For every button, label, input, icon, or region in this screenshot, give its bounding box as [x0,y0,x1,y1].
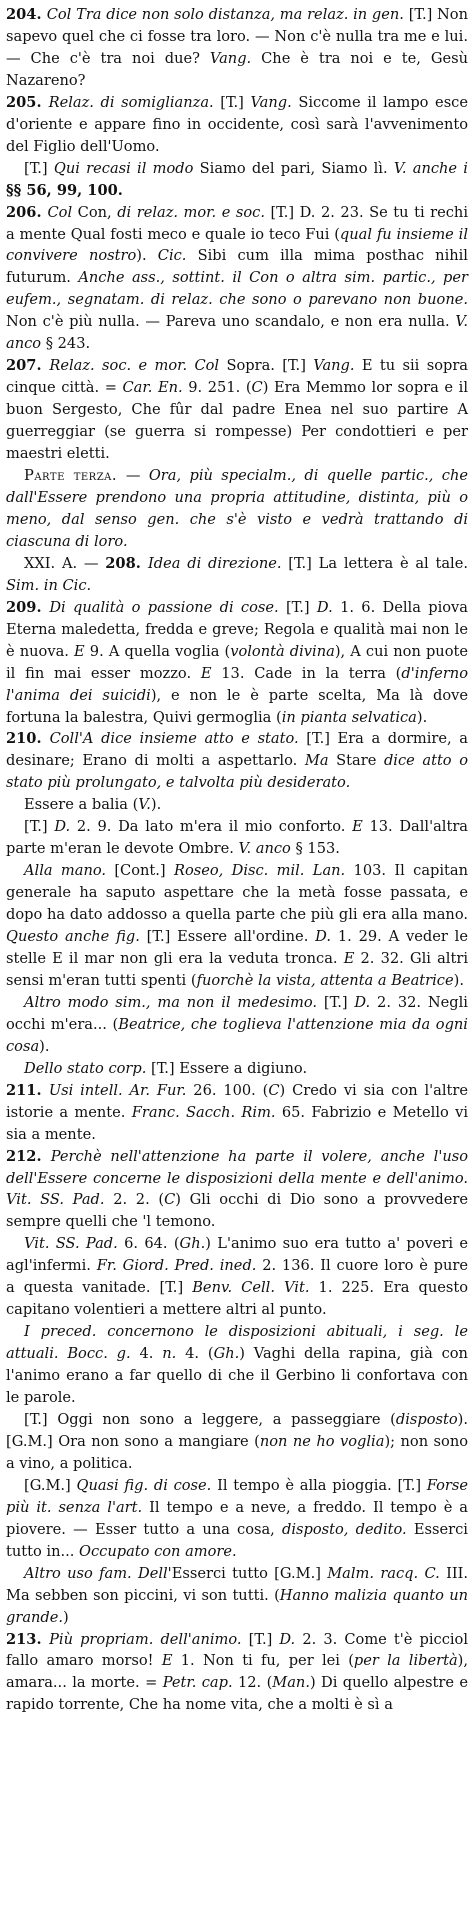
italic-text: di relaz. mor. e soc. [117,203,271,221]
body-text: 6. 64. ( [124,1235,180,1253]
body-text: ) Credo vi sia con l'altre istorie a mente. [6,1081,468,1121]
italic-text: per la libertà [353,1652,458,1670]
italic-text: Di qualità o passione di cose. [49,598,286,616]
body-text: § 243. [45,335,91,353]
body-text: 2. 2. ( [113,1191,165,1209]
entry-paragraph [6,4,468,92]
italic-text: Qui recasi il modo [53,159,200,177]
italic-text: V. anco [6,313,468,353]
italic-text: Forse più it. senza l'art. [6,1476,468,1516]
body-text: [T.] D. 2. 23. Se tu ti rechi a mente Qual fosti meco e quale io teco Fui ( [6,203,468,243]
italic-text: E [74,642,90,660]
body-text: ). [G.M.] Ora non sono a mangiare ( [6,1411,468,1450]
italic-text: Sim. in Cic. [6,576,92,594]
body-text: — [125,467,149,485]
italic-text: D. [354,993,378,1011]
body-text: 1. 225. Era questo capitano volentieri a mettere altri al punto. [6,1279,469,1319]
entry-paragraph [6,860,468,992]
body-text: ). [150,796,162,814]
body-text: 2. 32. Negli occhi m'era... ( [6,993,468,1033]
body-text: 13. Dall'altra parte m'eran le devote Ombre. [6,818,469,858]
italic-text: V. [138,796,151,814]
body-text: Siccome il lampo esce d'oriente e appare fino in occidente, così sarà l'avvenimento del Figlio dell'Uomo. [6,93,468,155]
italic-text: Usi intell. Ar. Fur. [48,1081,194,1099]
entry-paragraph [6,1409,468,1475]
italic-text: qual fu insieme il convivere nostro [6,225,468,265]
body-text: 1. Non ti fu, per lei ( [180,1652,354,1670]
italic-text: Relaz. soc. e mor. Col [49,357,227,375]
body-text: [T.] Era a dormire, a desinare; Erano di molti a aspettarlo. [6,730,468,770]
body-text: E tu sii sopra cinque città. = [6,357,469,397]
body-text: [T.] La lettera è al tale. [288,554,469,572]
body-text: Sibi cum illa mima posthac nihil futurum. [6,247,468,287]
body-text: [T.] [248,1630,280,1648]
italic-text: Alla mano. [24,862,115,880]
entry-paragraph [6,794,468,816]
body-text: [G.M.] [24,1476,77,1494]
entry-paragraph [6,1146,468,1234]
body-text: ), A cui non puote il fin mai esser mozzo. [6,642,468,682]
entry-paragraph [6,1629,468,1717]
italic-text: Dello stato corp. [24,1059,151,1077]
entry-paragraph [6,728,468,794]
body-text: ) Gli occhi di Dio sono a provvedere sempre quelli che 'l temono. [6,1191,468,1231]
italic-text: Fr. Giord. Pred. ined. [96,1257,263,1275]
italic-text: Vang. [313,357,362,375]
body-text: 26. 100. ( [193,1081,269,1099]
italic-text: Benv. Cell. Vit. [192,1279,319,1297]
body-text: Non c'è più nulla. — Pareva uno scandalo, e non era nulla. [6,313,456,331]
italic-text: Roseo, Disc. mil. Lan. [173,862,354,880]
italic-text: Altro modo sim., ma non il medesimo. [24,993,324,1011]
entry-paragraph [6,1475,468,1563]
entry-paragraph [6,1058,468,1080]
italic-text: E [161,1652,181,1670]
body-text: Esserci tutto [G.M.] [171,1564,328,1582]
italic-text: Gh. [213,1345,240,1363]
italic-text: Malm. racq. C. [327,1564,447,1582]
body-text: [T.] Essere a digiuno. [151,1059,308,1077]
italic-text: D. [315,928,338,946]
entry-number: §§ 56, 99, 100. [6,181,123,199]
italic-text: E [200,664,222,682]
body-text: 12. ( [237,1674,273,1692]
dictionary-page [6,4,468,1716]
italic-text: Vit. SS. Pad. [24,1235,125,1253]
italic-text: C [251,379,263,397]
entry-number: 213. [6,1630,50,1648]
body-text: 1. 29. A veder le stelle E il mar non gli era la veduta tronca. [6,928,468,967]
body-text: [T.] Oggi non sono a leggere, a passeggiare ( [24,1411,396,1428]
body-text: III. Ma sebben son piccini, vi son tutti. ( [6,1564,468,1604]
body-text: ) [63,1608,69,1626]
entry-number: 208. [105,554,149,572]
italic-text: Quasi fig. di cose. [76,1476,218,1494]
italic-text: I preced. concernono le disposizioni abituali, i seg. le attuali. Bocc. g. [6,1323,468,1363]
italic-text: fuorchè la vista, attenta a Beatrice [196,971,454,989]
italic-text: d'inferno l'anima dei suicidi [6,664,468,704]
body-text: Il tempo è alla pioggia. [T.] [217,1476,427,1494]
body-text: 2. 32. Gli altri sensi m'eran tutti spenti ( [6,949,468,989]
body-text: Essere a balia ( [24,796,139,814]
body-text: Con, [77,203,118,221]
italic-text: dice atto o stato più prolungato, e talvolta più desiderato. [6,752,468,792]
italic-text: V. anche i [393,159,468,177]
italic-text: Col [47,203,78,221]
body-text: ). [39,1037,50,1055]
body-text: 13. Cade in la terra ( [221,664,402,682]
entry-paragraph [6,92,468,158]
italic-text: Più propriam. dell'animo. [49,1630,249,1648]
italic-text: disposto [395,1411,458,1428]
body-text: ), e non le è parte scelta, Ma là dove fortuna la balestra, Quivi germoglia ( [6,686,468,726]
entry-number: 211. [6,1081,49,1099]
italic-text: Relaz. di somiglianza. [48,93,221,111]
body-text: ) Vaghi della rapina, già con l'animo erano a far quello di che il Gerbino li confortava con le parole. [6,1345,468,1407]
body-text: § 153. [295,840,340,858]
body-text: 4. [139,1345,163,1363]
body-text: 2. 9. Da lato m'era il mio conforto. [76,818,353,836]
italic-text: Gh. [179,1235,206,1253]
body-text: 4. ( [185,1345,214,1363]
section-heading: Parte terza. [24,467,126,485]
entry-paragraph [6,992,468,1058]
italic-text: D. [54,818,77,836]
italic-text: Cic. [157,247,198,265]
entry-paragraph [6,158,468,202]
body-text: ) L'animo suo era tutto a' poveri e agl'infermi. [6,1235,468,1275]
entry-paragraph [6,553,468,597]
italic-text: V. anco [238,840,296,858]
italic-text: C [268,1081,280,1099]
italic-text: non ne ho voglia [259,1432,385,1450]
italic-text: volontà divina [230,642,335,660]
body-text: ); non sono a vino, a politica. [6,1432,469,1472]
italic-text: n. [162,1345,186,1363]
body-text: [T.] Non sapevo quel che ci fosse tra loro. — Non c'è nulla tra me e lui. — Che c'è tra noi due? [6,6,468,67]
italic-text: E [352,818,370,836]
entry-paragraph [6,355,468,465]
body-text: ). [136,247,158,265]
italic-text: Occupato con amore. [79,1542,237,1560]
body-text: [T.] [24,159,54,177]
entry-paragraph [6,1080,468,1146]
italic-text: E [343,949,361,967]
body-text: 65. Fabrizio e Metello vi sia a mente. [6,1103,468,1143]
entry-number: 207. [6,357,50,375]
italic-text: Anche ass., sottint. il Con o altra sim. partic., per eufem., segnatam. di relaz. che sono o parevano non buone. [6,269,468,309]
italic-text: Franc. Sacch. Rim. [131,1103,282,1121]
body-text: [T.] [220,93,251,111]
entry-paragraph [6,597,468,729]
body-text: ). [416,708,428,726]
body-text: Che è tra noi e te, Gesù Nazareno? [6,49,469,89]
italic-text: Perchè nell'attenzione ha parte il volere, anche l'uso dell'Essere concerne le disposizioni della mente e dell'animo. Vit. SS. Pad. [6,1147,469,1209]
entry-paragraph [6,816,468,860]
body-text: XXI. A. — [24,554,106,572]
italic-text: Idea di direzione. [148,554,289,572]
italic-text: Man. [272,1674,310,1692]
entry-paragraph [6,1563,468,1629]
entry-number: 212. [6,1147,51,1165]
entry-number: 204. [6,6,47,23]
body-text: Il tempo e a neve, a freddo. Il tempo è a piovere. — Esser tutto a una cosa, [6,1498,468,1538]
body-text: [T.] Essere all'ordine. [146,928,316,946]
body-text: [T.] [285,598,317,616]
body-text: 9. 251. ( [188,379,252,397]
body-text: Sopra. [T.] [226,357,314,375]
body-text: ). [453,971,464,989]
body-text: [T.] [323,993,355,1011]
entry-paragraph [6,1321,468,1409]
italic-text: Questo anche fig. [6,928,147,946]
body-text: ) Era Memmo lor sopra e il buon Sergesto, Che fûr dal padre Enea nel suo partire A guerreggiar (se guerra si rompesse) Per condottieri e per maestri eletti. [6,379,468,463]
italic-text: D. [316,598,341,616]
body-text: 1. 6. Della piova Eterna maledetta, fredda e greve; Regola e qualità mai non le è nuova. [6,598,468,660]
italic-text: Car. En. [122,379,189,397]
italic-text: Beatrice, che toglieva l'attenzione mia da ogni cosa [6,1015,468,1055]
body-text: [Cont.] [114,862,174,880]
italic-text: Coll'A dice insieme atto e stato. [49,730,307,748]
italic-text: Ma [304,752,337,770]
italic-text: Vang. [250,93,299,111]
italic-text: Vang. [209,49,262,67]
entry-paragraph [6,1233,468,1321]
body-text: 2. 136. Il cuore loro è pure a questa vanitade. [T.] [6,1257,468,1297]
entry-paragraph [6,202,468,356]
body-text: ) Di quello alpestre e rapido torrente, Che ha nome vita, che a molti è sì a [6,1674,468,1714]
italic-text: Ora, più specialm., di quelle partic., che dall'Essere prendono una propria attitudine, distinta, più o meno, dal senso gen. che s'è visto e vedrà trattando di ciascuna di loro. [6,467,469,550]
body-text: Esserci tutto in... [6,1520,468,1560]
italic-text: C [164,1191,176,1209]
body-text: [T.] [24,818,55,836]
body-text: Siamo del pari, Siamo lì. [199,159,394,177]
entry-number: 205. [6,93,49,111]
entry-number: 206. [6,203,48,221]
body-text: Stare [336,752,384,770]
body-text: 103. Il capitan generale ha saputo aspettare che la metà fosse passata, e dopo ha dato addosso a quella parte che più gli era alla mano. [6,862,468,924]
italic-text: disposto, dedito. [282,1520,414,1538]
italic-text: Altro uso fam. Dell' [24,1564,172,1582]
body-text: ), amara... la morte. = [6,1652,468,1692]
italic-text: in pianta selvatica [281,708,417,726]
italic-text: Petr. cap. [162,1674,238,1692]
entry-number: 210. [6,730,50,748]
body-text: 9. A quella voglia ( [89,642,231,660]
entry-paragraph [6,465,468,553]
italic-text: Col Tra dice non solo distanza, ma relaz. in gen. [46,6,409,23]
italic-text: D. [279,1630,303,1648]
entry-number: 209. [6,598,50,616]
body-text: 2. 3. Come t'è picciol fallo amaro morso! [6,1630,468,1670]
italic-text: Hanno malizia quanto un grande. [6,1586,468,1626]
